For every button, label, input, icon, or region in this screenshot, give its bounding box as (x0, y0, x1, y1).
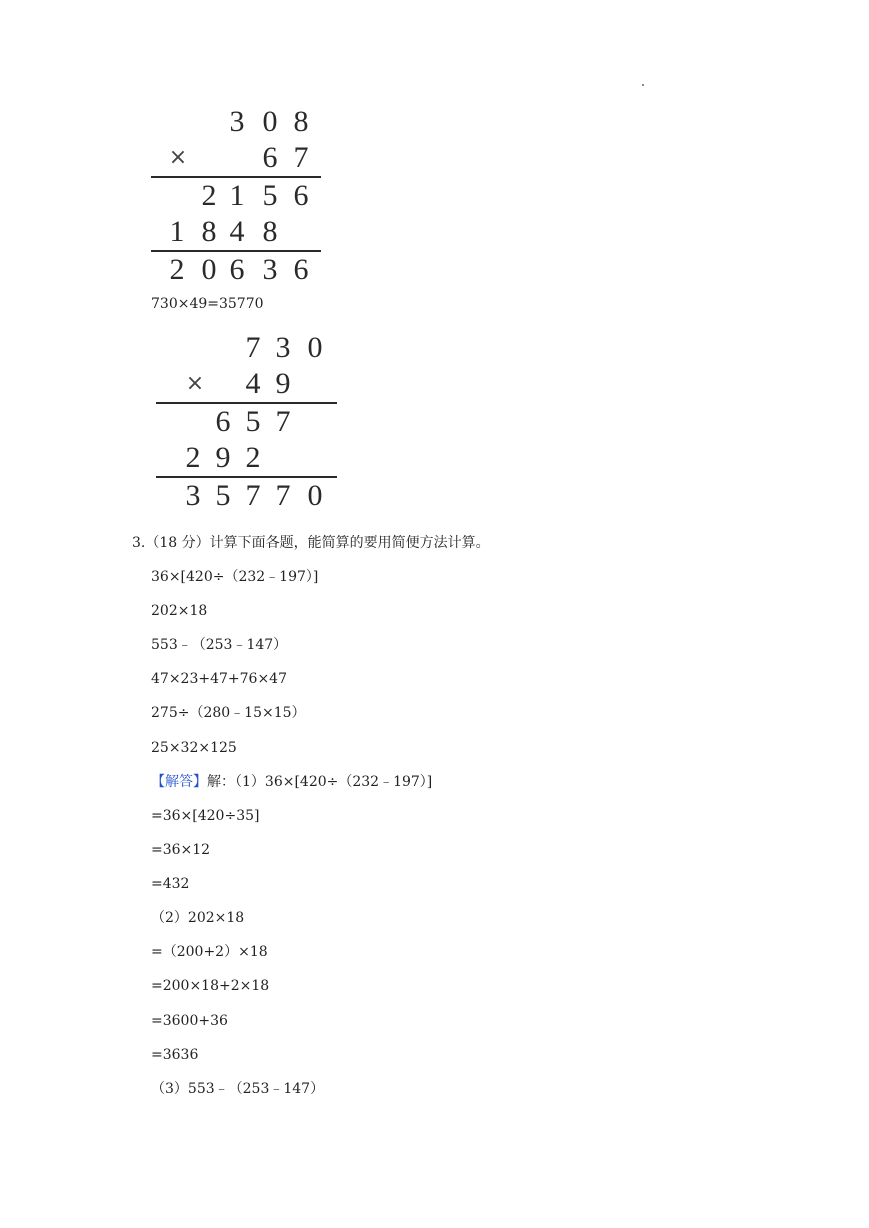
digit: 3 (185, 479, 201, 512)
digit: 1 (169, 215, 185, 248)
digit: 3 (229, 105, 245, 138)
digit: 2 (169, 253, 185, 286)
digit: 8 (201, 215, 217, 248)
times-sign: × (185, 371, 205, 396)
digit: 3 (262, 253, 278, 286)
digit: 7 (245, 331, 261, 364)
digit: 5 (215, 479, 231, 512)
digit: 0 (262, 105, 278, 138)
answer-step: =（200+2）×18 (151, 944, 268, 960)
digit: 8 (293, 105, 309, 138)
multiplier-row (156, 366, 337, 402)
digit: 6 (215, 405, 231, 438)
digit: 7 (275, 479, 291, 512)
digit: 7 (275, 405, 291, 438)
multiplication-308x67 (151, 104, 321, 294)
question-item: 47×23+47+76×47 (151, 671, 287, 687)
question-title: 3.（18 分）计算下面各题，能简算的要用简便方法计算。 (132, 535, 490, 551)
answer-intro: 解：（1）36×[420÷（232﹣197）] (207, 774, 433, 790)
result-row (151, 252, 321, 288)
digit: 6 (262, 141, 278, 174)
digit: 5 (262, 179, 278, 212)
digit: 3 (275, 331, 291, 364)
answer-first-line (151, 772, 432, 792)
multiplicand-row (156, 330, 337, 366)
digit: 9 (275, 367, 291, 400)
digit: 2 (185, 441, 201, 474)
digit: 4 (229, 215, 245, 248)
digit: 4 (245, 367, 261, 400)
digit: 0 (201, 253, 217, 286)
answer-step: =36×12 (151, 842, 211, 858)
partial-product-row (151, 178, 321, 214)
answer-step: =36×[420÷35] (151, 808, 260, 824)
question-item: 36×[420÷（232﹣197）] (151, 569, 319, 585)
digit: 0 (307, 331, 323, 364)
digit: 0 (307, 479, 323, 512)
answer-step: =200×18+2×18 (151, 978, 270, 994)
digit: 1 (229, 179, 245, 212)
digit: 6 (293, 179, 309, 212)
answer-step: =3636 (151, 1047, 199, 1063)
answer-step: =432 (151, 876, 190, 892)
result-row (156, 478, 337, 514)
digit: 2 (201, 179, 217, 212)
digit: 2 (245, 441, 261, 474)
question-item: 202×18 (151, 603, 208, 619)
digit: 9 (215, 441, 231, 474)
partial-product-row (156, 440, 337, 476)
partial-product-row (156, 404, 337, 440)
question-item: 25×32×125 (151, 740, 237, 756)
equation-730x49: 730×49=35770 (151, 296, 264, 312)
partial-product-row (151, 214, 321, 250)
answer-step: （2）202×18 (151, 910, 245, 926)
digit: 7 (245, 479, 261, 512)
multiplication-730x49 (156, 330, 337, 512)
multiplicand-row (151, 104, 321, 140)
digit: 7 (293, 141, 309, 174)
multiplier-row (151, 140, 321, 176)
answer-step: （3）553﹣（253﹣147） (151, 1081, 325, 1097)
page-mark (642, 84, 644, 86)
digit: 6 (293, 253, 309, 286)
question-item: 553﹣（253﹣147） (151, 637, 288, 653)
question-item: 275÷（280﹣15×15） (151, 705, 306, 721)
digit: 5 (245, 405, 261, 438)
answer-step: =3600+36 (151, 1013, 228, 1029)
answer-tag: 【解答】 (151, 774, 207, 790)
digit: 6 (229, 253, 245, 286)
times-sign: × (168, 145, 188, 170)
digit: 8 (262, 215, 278, 248)
